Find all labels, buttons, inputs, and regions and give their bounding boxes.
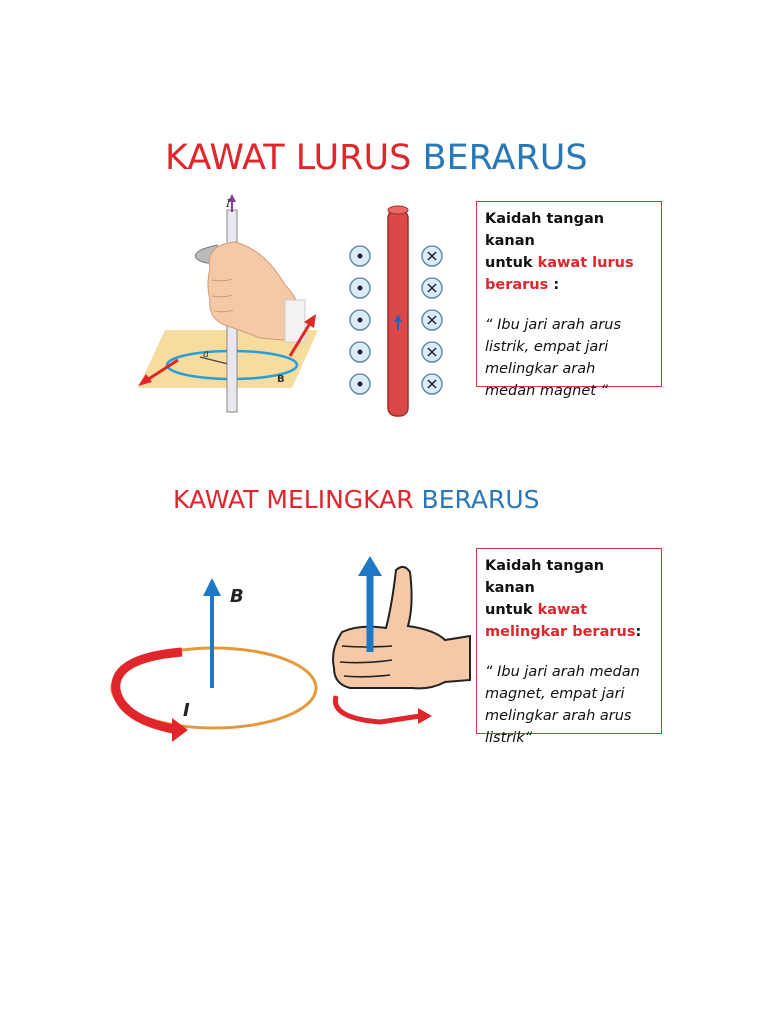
rule-highlight: berarus — [485, 277, 549, 293]
label-current: I — [226, 197, 231, 210]
out-of-page-symbols — [350, 246, 370, 394]
section1-title-part1: KAWAT LURUS — [165, 138, 412, 178]
rule-box-straight-wire — [476, 201, 662, 399]
loop-label-field: B — [230, 586, 244, 607]
label-radius: a — [203, 349, 209, 360]
quote-line: magnet, empat jari — [485, 686, 625, 702]
quote-line: “ Ibu jari arah arus — [485, 317, 622, 333]
rule-highlight: kawat lurus — [537, 255, 634, 271]
rule-suffix: : — [635, 624, 642, 640]
section2-title-part2: BERARUS — [421, 485, 540, 514]
rule-line2 — [485, 599, 653, 621]
rule-highlight: kawat — [537, 602, 588, 618]
quote-line: melingkar arah — [485, 361, 596, 377]
quote-line: medan magnet “ — [485, 383, 609, 399]
red-rod-top — [388, 206, 408, 214]
rule-prefix: untuk — [485, 602, 538, 618]
rule-quote — [485, 314, 653, 402]
red-rod — [388, 210, 408, 416]
rule-heading: Kaidah tangan kanan — [485, 211, 605, 249]
label-field: B — [277, 374, 285, 385]
current-curve-arrow-head — [172, 718, 188, 742]
rule-quote — [485, 661, 653, 749]
rule-suffix: : — [548, 277, 560, 293]
rule-box-circular-wire — [476, 548, 662, 746]
rule-line3 — [485, 274, 653, 296]
rule-highlight: melingkar berarus — [485, 624, 636, 640]
section2-title-part1: KAWAT MELINGKAR — [173, 485, 414, 514]
thumb-field-arrow-head — [358, 556, 382, 576]
thumb-current-arrow — [335, 696, 420, 722]
rule-prefix: untuk — [485, 255, 538, 271]
loop-label-current: I — [183, 700, 190, 721]
quote-line: listrik, empat jari — [485, 339, 609, 355]
rule-line3 — [485, 621, 653, 643]
section1-title-part2: BERARUS — [422, 138, 588, 178]
rule-heading: Kaidah tangan kanan — [485, 558, 605, 596]
rule-line2 — [485, 252, 653, 274]
quote-line: melingkar arah arus — [485, 708, 632, 724]
quote-line: “ Ibu jari arah medan — [485, 664, 640, 680]
into-page-symbols — [422, 246, 442, 394]
thumb-hand — [333, 567, 470, 688]
thumb-current-arrow-head — [418, 708, 432, 724]
field-arrow-up-head — [203, 578, 221, 596]
quote-line: listrik“ — [485, 730, 533, 746]
